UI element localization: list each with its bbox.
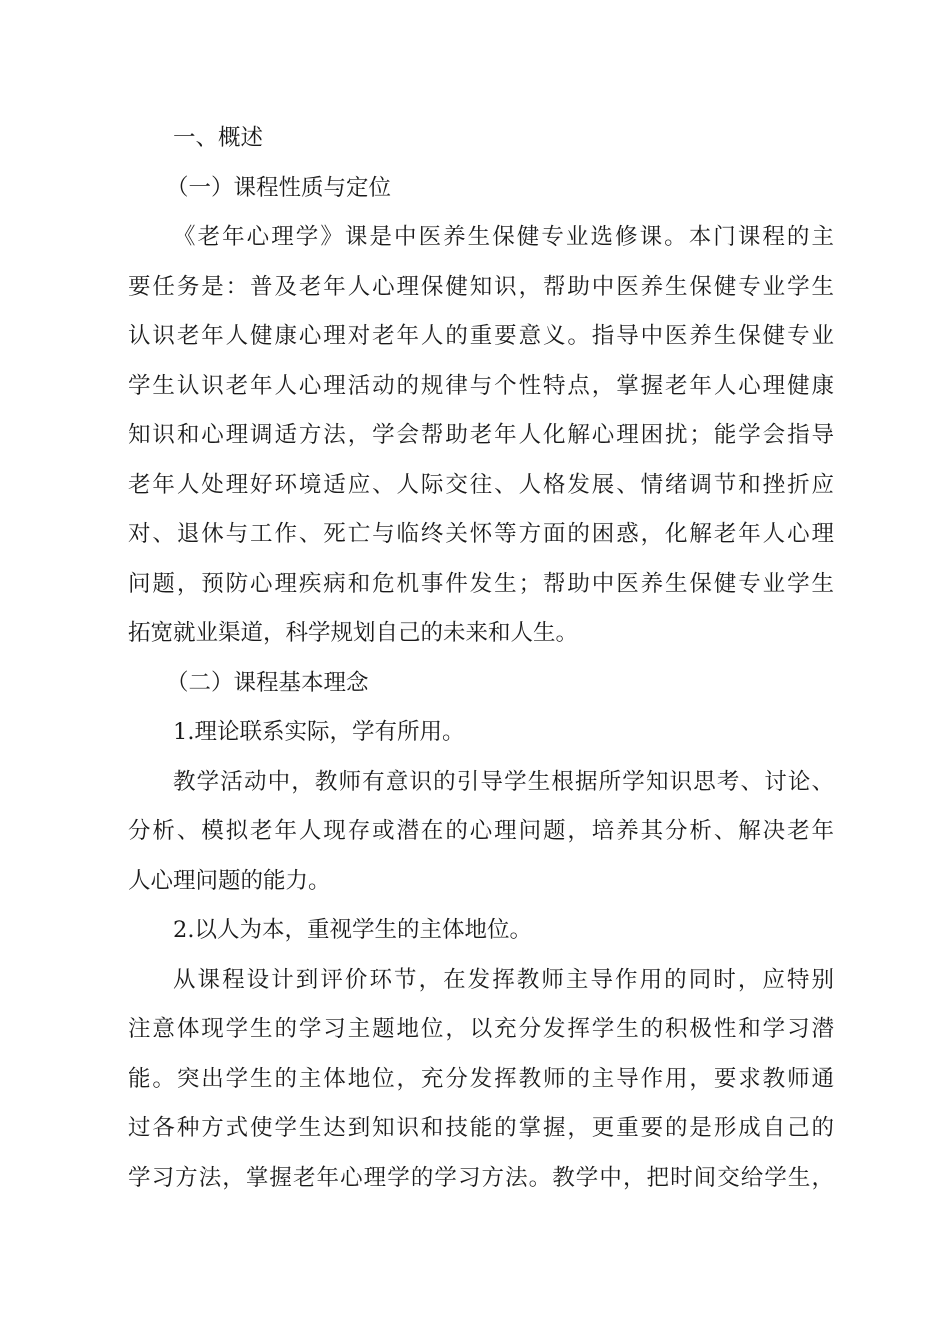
- paragraph-line: 学习方法，掌握老年心理学的学习方法。教学中，把时间交给学生，: [128, 1164, 834, 1191]
- paragraph-line: 分析、模拟老年人现存或潜在的心理问题，培养其分析、解决老年: [128, 818, 834, 844]
- paragraph-line: 要任务是：普及老年人心理保健知识，帮助中医养生保健专业学生: [128, 273, 834, 300]
- paragraph-line: 学生认识老年人心理活动的规律与个性特点，掌握老年人心理健康: [128, 372, 834, 399]
- paragraph-line: 知识和心理调适方法，学会帮助老年人化解心理困扰；能学会指导: [128, 422, 834, 448]
- paragraph-line: 能。突出学生的主体地位，充分发挥教师的主导作用，要求教师通: [128, 1065, 834, 1092]
- paragraph-theory-practice: [128, 758, 834, 907]
- paragraph-line: 老年人处理好环境适应、人际交往、人格发展、情绪调节和挫折应: [128, 471, 834, 498]
- paragraph-line: 问题，预防心理疾病和危机事件发生；帮助中医养生保健专业学生: [128, 570, 834, 597]
- point-heading-2: 2.以人为本，重视学生的主体地位。: [173, 917, 532, 943]
- paragraph-line: 教学活动中，教师有意识的引导学生根据所学知识思考、讨论、: [173, 768, 834, 795]
- point-heading-1: 1.理论联系实际，学有所用。: [173, 719, 465, 745]
- paragraph-line: 注意体现学生的学习主题地位，以充分发挥学生的积极性和学习潜: [128, 1016, 834, 1042]
- paragraph-line: 从课程设计到评价环节，在发挥教师主导作用的同时，应特别: [173, 966, 834, 993]
- paragraph-line: 认识老年人健康心理对老年人的重要意义。指导中医养生保健专业: [128, 323, 834, 349]
- section-heading: 一、概述: [173, 125, 264, 151]
- paragraph-line: 人心理问题的能力。: [128, 867, 331, 894]
- paragraph-line: 对、退休与工作、死亡与临终关怀等方面的困惑，化解老年人心理: [128, 521, 834, 547]
- paragraph-line: 《老年心理学》课是中医养生保健专业选修课。本门课程的主: [173, 224, 834, 250]
- paragraph-course-nature: [128, 213, 834, 659]
- paragraph-line: 拓宽就业渠道，科学规划自己的未来和人生。: [128, 620, 579, 646]
- document-page: [128, 114, 834, 1203]
- paragraph-student-centered: [128, 956, 834, 1204]
- subsection-heading-1: （一）课程性质与定位: [166, 174, 392, 201]
- paragraph-line: 过各种方式使学生达到知识和技能的掌握，更重要的是形成自己的: [128, 1115, 834, 1141]
- subsection-heading-2: （二）课程基本理念: [166, 669, 369, 696]
